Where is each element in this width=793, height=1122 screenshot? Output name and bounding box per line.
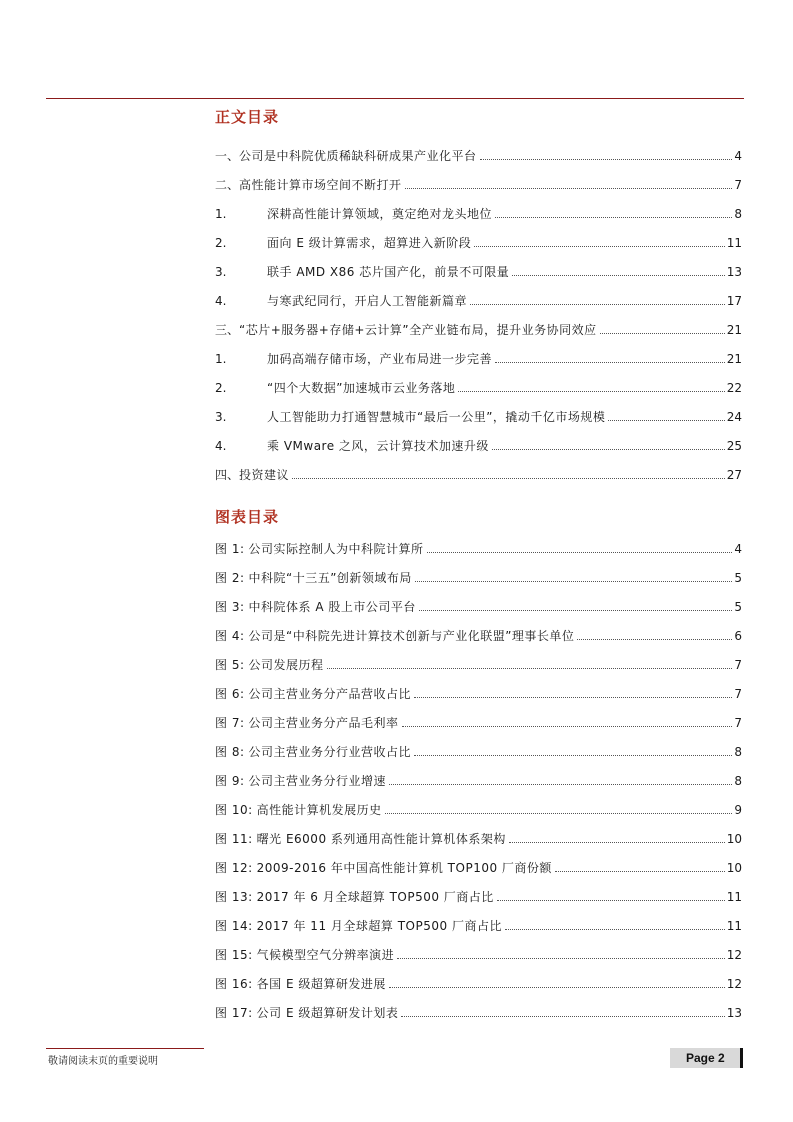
figure-item-title: 2017 年 6 月全球超算 TOP500 厂商占比 bbox=[256, 890, 494, 904]
contents-item-page: 4 bbox=[734, 148, 742, 163]
figure-item-label: 图 10: bbox=[215, 803, 253, 817]
figure-item-page: 11 bbox=[726, 918, 742, 933]
dot-leader bbox=[427, 552, 733, 553]
dot-leader bbox=[470, 304, 725, 305]
contents-item[interactable] bbox=[215, 460, 742, 489]
contents-subitem[interactable] bbox=[215, 199, 742, 228]
figure-item-page: 10 bbox=[726, 831, 742, 846]
figure-item-page: 8 bbox=[734, 773, 742, 788]
contents-item-title: 加码高端存储市场，产业布局进一步完善 bbox=[267, 352, 493, 366]
dot-leader bbox=[512, 275, 724, 276]
contents-item-number: 3. bbox=[215, 409, 227, 424]
contents-item-page: 13 bbox=[726, 264, 742, 279]
contents-item-page: 17 bbox=[726, 293, 742, 308]
dot-leader bbox=[505, 929, 725, 930]
dot-leader bbox=[555, 871, 725, 872]
figure-item[interactable] bbox=[215, 969, 742, 998]
dot-leader bbox=[292, 478, 725, 479]
contents-item-number: 4. bbox=[215, 293, 227, 308]
figure-item-title: 公司发展历程 bbox=[248, 658, 324, 672]
dot-leader bbox=[385, 813, 733, 814]
contents-item-number: 1. bbox=[215, 206, 227, 221]
dot-leader bbox=[389, 784, 732, 785]
figure-item[interactable] bbox=[215, 882, 742, 911]
contents-subitem[interactable] bbox=[215, 228, 742, 257]
contents-item-number: 一、 bbox=[215, 149, 240, 163]
dot-leader bbox=[577, 639, 732, 640]
figure-item-label: 图 2: bbox=[215, 571, 245, 585]
figure-item-label: 图 8: bbox=[215, 745, 245, 759]
dot-leader bbox=[405, 188, 733, 189]
contents-item-page: 21 bbox=[726, 351, 742, 366]
figure-item[interactable] bbox=[215, 563, 742, 592]
figure-item[interactable] bbox=[215, 940, 742, 969]
dot-leader bbox=[419, 610, 733, 611]
contents-item-page: 22 bbox=[726, 380, 742, 395]
figure-item-title: 公司 E 级超算研发计划表 bbox=[256, 1006, 399, 1020]
figure-item[interactable] bbox=[215, 592, 742, 621]
figure-item-page: 10 bbox=[726, 860, 742, 875]
contents-subitem[interactable] bbox=[215, 344, 742, 373]
dot-leader bbox=[402, 726, 733, 727]
figure-item-title: 公司实际控制人为中科院计算所 bbox=[248, 542, 424, 556]
dot-leader bbox=[495, 362, 725, 363]
figure-item-title: 公司主营业务分行业增速 bbox=[248, 774, 387, 788]
figure-item-page: 9 bbox=[734, 802, 742, 817]
figure-item-title: 公司主营业务分产品营收占比 bbox=[248, 687, 412, 701]
figure-item-title: 公司主营业务分产品毛利率 bbox=[248, 716, 399, 730]
figure-item-title: 2009-2016 年中国高性能计算机 TOP100 厂商份额 bbox=[256, 861, 552, 875]
contents-item-page: 8 bbox=[734, 206, 742, 221]
figure-item-page: 4 bbox=[734, 541, 742, 556]
contents-item-title: 高性能计算市场空间不断打开 bbox=[239, 178, 402, 192]
contents-item-title: 乘 VMware 之风，云计算技术加速升级 bbox=[267, 439, 489, 453]
header-rule bbox=[46, 98, 744, 99]
figure-item-page: 7 bbox=[734, 686, 742, 701]
figure-item-label: 图 17: bbox=[215, 1006, 253, 1020]
contents-item-number: 4. bbox=[215, 438, 227, 453]
figure-item-label: 图 14: bbox=[215, 919, 253, 933]
figure-item-title: 各国 E 级超算研发进展 bbox=[256, 977, 386, 991]
contents-item[interactable] bbox=[215, 141, 742, 170]
figure-item-page: 12 bbox=[726, 976, 742, 991]
dot-leader bbox=[480, 159, 733, 160]
dot-leader bbox=[389, 987, 725, 988]
dot-leader bbox=[415, 581, 732, 582]
contents-item-number: 1. bbox=[215, 351, 227, 366]
contents-item[interactable] bbox=[215, 170, 742, 199]
dot-leader bbox=[414, 755, 732, 756]
dot-leader bbox=[458, 391, 724, 392]
figures-list bbox=[215, 534, 742, 1027]
contents-item-page: 21 bbox=[726, 322, 742, 337]
figure-item-title: 公司主营业务分行业营收占比 bbox=[248, 745, 412, 759]
figure-item[interactable] bbox=[215, 621, 742, 650]
figure-item-page: 12 bbox=[726, 947, 742, 962]
contents-item-title: 与寒武纪同行，开启人工智能新篇章 bbox=[267, 294, 468, 308]
figure-item[interactable] bbox=[215, 534, 742, 563]
contents-item-number: 3. bbox=[215, 264, 227, 279]
dot-leader bbox=[327, 668, 733, 669]
figure-item-page: 5 bbox=[734, 599, 742, 614]
figure-item-page: 7 bbox=[734, 657, 742, 672]
contents-item-page: 27 bbox=[726, 467, 742, 482]
contents-subitem[interactable] bbox=[215, 257, 742, 286]
contents-item-number: 2. bbox=[215, 235, 227, 250]
figure-item-page: 7 bbox=[734, 715, 742, 730]
dot-leader bbox=[414, 697, 732, 698]
dot-leader bbox=[600, 333, 725, 334]
figure-item-title: 曙光 E6000 系列通用高性能计算机体系架构 bbox=[256, 832, 506, 846]
contents-item[interactable] bbox=[215, 315, 742, 344]
contents-subitem[interactable] bbox=[215, 286, 742, 315]
contents-item-page: 7 bbox=[734, 177, 742, 192]
contents-subitem[interactable] bbox=[215, 373, 742, 402]
contents-item-title: 面向 E 级计算需求，超算进入新阶段 bbox=[267, 236, 472, 250]
contents-title: 正文目录 bbox=[215, 108, 280, 126]
contents-item-number: 二、 bbox=[215, 178, 240, 192]
figure-item-label: 图 11: bbox=[215, 832, 253, 846]
contents-item-number: 四、 bbox=[215, 468, 240, 482]
dot-leader bbox=[497, 900, 725, 901]
figure-item[interactable] bbox=[215, 795, 742, 824]
contents-list bbox=[215, 141, 742, 489]
figure-item-label: 图 13: bbox=[215, 890, 253, 904]
figure-item[interactable] bbox=[215, 650, 742, 679]
figure-item-title: 中科院“十三五”创新领域布局 bbox=[248, 571, 412, 585]
figure-item-title: 气候模型空气分辨率演进 bbox=[256, 948, 395, 962]
dot-leader bbox=[397, 958, 725, 959]
figure-item-label: 图 12: bbox=[215, 861, 253, 875]
figure-item-title: 高性能计算机发展历史 bbox=[256, 803, 382, 817]
contents-item-page: 11 bbox=[726, 235, 742, 250]
figure-item-page: 6 bbox=[734, 628, 742, 643]
contents-item-title: 投资建议 bbox=[239, 468, 290, 482]
dot-leader bbox=[401, 1016, 724, 1017]
footer-disclaimer: 敬请阅读末页的重要说明 bbox=[48, 1056, 158, 1067]
dot-leader bbox=[495, 217, 732, 218]
figure-item[interactable] bbox=[215, 679, 742, 708]
figure-item[interactable] bbox=[215, 998, 742, 1027]
figure-item-label: 图 6: bbox=[215, 687, 245, 701]
contents-item-number: 2. bbox=[215, 380, 227, 395]
footer-rule bbox=[46, 1048, 204, 1049]
contents-item-title: “四个大数据”加速城市云业务落地 bbox=[267, 381, 456, 395]
dot-leader bbox=[509, 842, 725, 843]
figure-item-label: 图 16: bbox=[215, 977, 253, 991]
figure-item-label: 图 15: bbox=[215, 948, 253, 962]
figure-item[interactable] bbox=[215, 708, 742, 737]
figure-item-label: 图 7: bbox=[215, 716, 245, 730]
dot-leader bbox=[492, 449, 725, 450]
figure-item-page: 11 bbox=[726, 889, 742, 904]
page-number-accent bbox=[740, 1048, 743, 1068]
contents-subitem[interactable] bbox=[215, 402, 742, 431]
dot-leader bbox=[608, 420, 724, 421]
contents-item-title: “芯片+服务器+存储+云计算”全产业链布局，提升业务协同效应 bbox=[239, 323, 597, 337]
figure-item-page: 8 bbox=[734, 744, 742, 759]
figure-item-label: 图 1: bbox=[215, 542, 245, 556]
contents-subitem[interactable] bbox=[215, 431, 742, 460]
page-number: Page 2 bbox=[686, 1051, 725, 1065]
figure-item-label: 图 9: bbox=[215, 774, 245, 788]
figure-item-title: 2017 年 11 月全球超算 TOP500 厂商占比 bbox=[256, 919, 502, 933]
dot-leader bbox=[474, 246, 725, 247]
figure-item-title: 中科院体系 A 股上市公司平台 bbox=[248, 600, 416, 614]
figure-item-label: 图 5: bbox=[215, 658, 245, 672]
figures-title: 图表目录 bbox=[215, 508, 280, 526]
contents-item-number: 三、 bbox=[215, 323, 240, 337]
contents-item-title: 公司是中科院优质稀缺科研成果产业化平台 bbox=[239, 149, 477, 163]
contents-item-page: 25 bbox=[726, 438, 742, 453]
figure-item-title: 公司是“中科院先进计算技术创新与产业化联盟”理事长单位 bbox=[248, 629, 575, 643]
figure-item-label: 图 3: bbox=[215, 600, 245, 614]
figure-item[interactable] bbox=[215, 737, 742, 766]
figure-item-label: 图 4: bbox=[215, 629, 245, 643]
figure-item-page: 13 bbox=[726, 1005, 742, 1020]
figure-item[interactable] bbox=[215, 853, 742, 882]
figure-item[interactable] bbox=[215, 766, 742, 795]
contents-item-title: 人工智能助力打通智慧城市“最后一公里”，撬动千亿市场规模 bbox=[267, 410, 606, 424]
figure-item[interactable] bbox=[215, 911, 742, 940]
figure-item-page: 5 bbox=[734, 570, 742, 585]
contents-item-title: 深耕高性能计算领域，奠定绝对龙头地位 bbox=[267, 207, 493, 221]
figure-item[interactable] bbox=[215, 824, 742, 853]
contents-item-title: 联手 AMD X86 芯片国产化，前景不可限量 bbox=[267, 265, 510, 279]
contents-item-page: 24 bbox=[726, 409, 742, 424]
